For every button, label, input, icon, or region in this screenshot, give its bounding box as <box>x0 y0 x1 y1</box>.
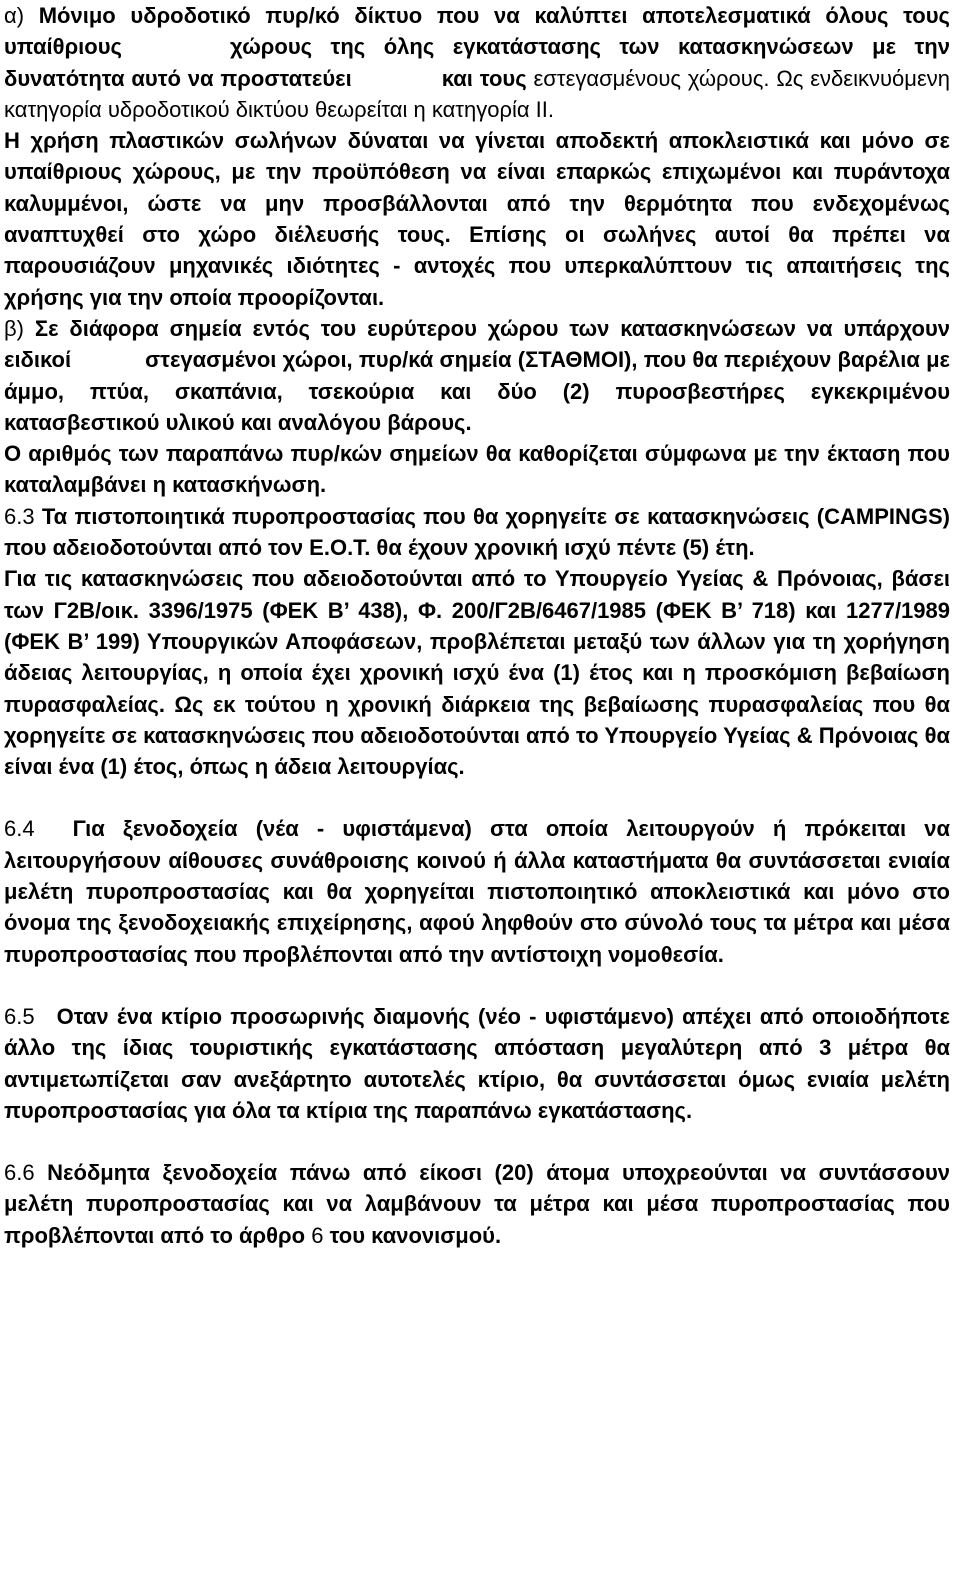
section-6-5-text: Οταν ένα κτίριο προσωρινής διαμονής (νέο - υφιστάμενο) απέχει από οποιοδήποτε άλλο της ίδιας τουριστικής εγκατάστασης απόσταση μεγαλύτερη από 3 μέτρα θα αντιμετωπίζεται σαν ανεξάρτητο αυτοτελές κτίριο, θα συντάσσεται όμως ενιαία μελέτη πυροπροστασίας για όλα τα κτίρια της παραπάνω εγκατάστασης. <box>4 1003 950 1123</box>
spacer <box>4 970 950 1001</box>
points-number-paragraph: Ο αριθμός των παραπάνω πυρ/κών σημείων θα καθορίζεται σύμφωνα με την έκταση που καταλαμβάνει η κατασκήνωση. <box>4 441 950 498</box>
section-b-text-2: στεγασμένοι χώροι, πυρ/κά σημεία (ΣΤΑΘΜΟΙ), που θα περιέχουν βαρέλια με άμμο, πτύα, σκαπάνια, τσεκούρια και δύο (2) πυροσβεστήρες εγκεκριμένου κατασβεστικού υλικού και αναλόγου βάρους. <box>4 347 950 435</box>
section-6-4-number: 6.4 <box>4 816 35 842</box>
plastic-pipes-paragraph: Η χρήση πλαστικών σωλήνων δύναται να γίνεται αποδεκτή αποκλειστικά και μόνο σε υπαίθριους χώρους, με την προϋπόθεση να είναι επαρκώς επιχωμένοι και πυράντοχα καλυμμένοι, ώστε να μην προσβάλλονται από την θερμότητα που ενδεχομένως αναπτυχθεί στο χώρο διέλευσής τους. Επίσης οι σωλήνες αυτοί θα πρέπει να παρουσιάζουν μηχανικές ιδιότητες - αντοχές που υπερκαλύπτουν τις απαιτήσεις της χρήσης για την οποία προορίζονται. <box>4 128 950 310</box>
section-6-6-article: 6 <box>311 1222 324 1248</box>
section-b-label: β) <box>4 315 24 341</box>
section-a-text-1: Μόνιμο υδροδοτικό πυρ/κό δίκτυο που να καλύπτει αποτελεσματικά όλους τους υπαίθριους <box>4 3 950 60</box>
section-6-4-paragraph <box>4 813 950 969</box>
section-6-5-paragraph <box>4 1001 950 1126</box>
ministry-paragraph: Για τις κατασκηνώσεις που αδειοδοτούνται από το Υπουργείο Υγείας & Πρόνοιας, βάσει των Γ2Β/οικ. 3396/1975 (ΦΕΚ Β’ 438), Φ. 200/Γ2Β/6467/1985 (ΦΕΚ Β’ 718) και 1277/1989 (ΦΕΚ Β’ 199) Υπουργικών Αποφάσεων, προβλέπεται μεταξύ των άλλων για τη χορήγηση άδειας λειτουργίας, η οποία έχει χρονική ισχύ ένα (1) έτος και η προσκόμιση βεβαίωση πυρασφαλείας. Ως εκ τούτου η χρονική διάρκεια της βεβαίωσης πυρασφαλείας που θα χορηγείτε σε κατασκηνώσεις που αδειοδοτούνται από το Υπουργείο Υγείας & Πρόνοιας θα είναι ένα (1) έτος, όπως η άδεια λειτουργίας. <box>4 566 950 780</box>
section-b-text-1: Σε διάφορα σημεία εντός του ευρύτερου χώρου των κατασκηνώσεων να υπάρχουν ειδικοί <box>4 315 950 373</box>
section-6-6-text-2: του κανονισμού. <box>329 1222 502 1248</box>
spacer <box>4 1126 950 1157</box>
section-6-3-paragraph <box>4 501 950 564</box>
section-b-paragraph <box>4 313 950 438</box>
section-a-text-4: εστεγασμένους χώρους. Ως ενδεικνυόμενη κατηγορία υδροδοτικού δικτύου θεωρείται η κατηγορία II. <box>4 65 950 122</box>
section-a-paragraph <box>4 0 950 125</box>
section-6-4-text: Για ξενοδοχεία (νέα - υφιστάμενα) στα οποία λειτουργούν ή πρόκειται να λειτουργήσουν αίθουσες συνάθροισης κοινού ή άλλα καταστήματα θα συντάσσεται ενιαία μελέτη πυροπροστασίας και θα χορηγείται πιστοποιητικό αποκλειστικά και μόνο στο όνομα της ξενοδοχειακής επιχείρησης, αφού ληφθούν στο σύνολό τους τα μέτρα και μέσα πυροπροστασίας που προβλέπονται από την αντίστοιχη νομοθεσία. <box>4 816 950 967</box>
section-6-6-number: 6.6 <box>4 1160 35 1186</box>
document-page <box>4 0 950 1251</box>
section-6-6-paragraph <box>4 1157 950 1251</box>
section-a-label: α) <box>4 3 25 28</box>
section-a-text-2: χώρους της όλης εγκατάστασης των κατασκηνώσεων με την δυνατότητα αυτό να προστατεύει <box>4 34 950 91</box>
section-6-3-text: Τα πιστοποιητικά πυροπροστασίας που θα χορηγείτε σε κατασκηνώσεις (CAMPINGS) που αδειοδοτούνται από τον Ε.Ο.Τ. θα έχουν χρονική ισχύ πέντε (5) έτη. <box>4 503 950 561</box>
section-6-3-number: 6.3 <box>4 503 35 529</box>
section-6-5-number: 6.5 <box>4 1003 35 1029</box>
section-6-6-text-1: Νεόδμητα ξενοδοχεία πάνω από είκοσι (20) άτομα υποχρεούνται να συντάσσουν μελέτη πυροπροστασίας και να λαμβάνουν τα μέτρα και μέσα πυροπροστασίας που προβλέπονται από το άρθρο <box>4 1160 950 1248</box>
section-a-text-3: και τους <box>441 65 527 91</box>
spacer <box>4 782 950 813</box>
